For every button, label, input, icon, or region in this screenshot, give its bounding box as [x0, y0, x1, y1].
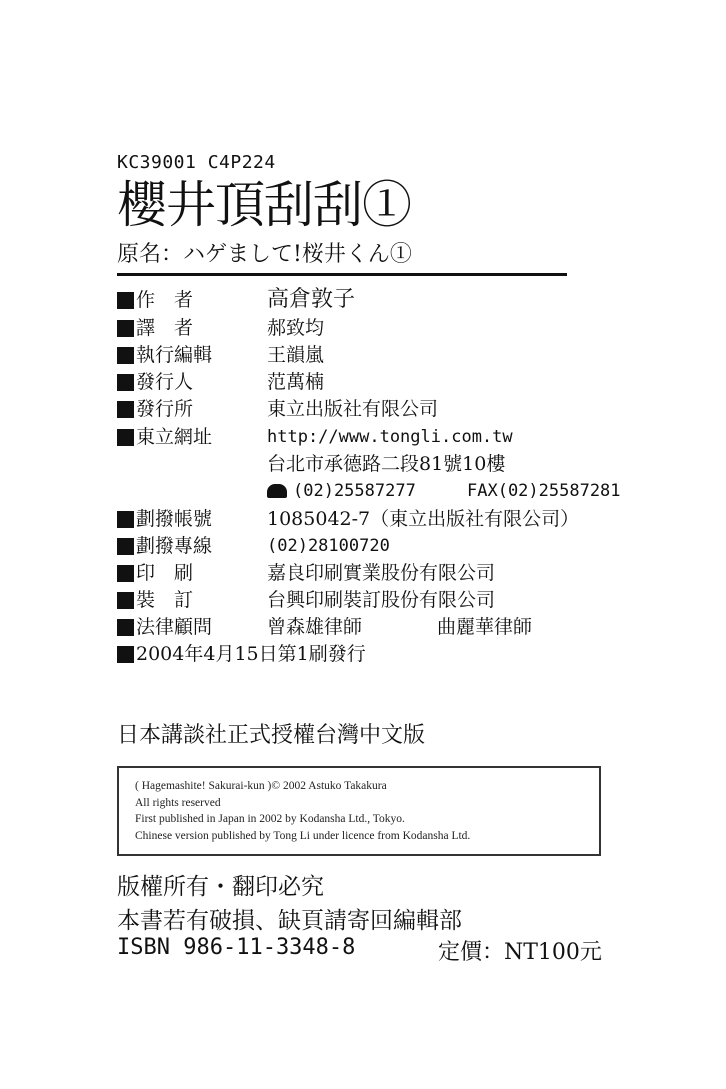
address: 台北市承德路二段81號10樓: [267, 453, 506, 475]
credit-value: 嘉良印刷實業股份有限公司: [267, 562, 496, 584]
credit-value: 郝致均: [267, 317, 325, 339]
credit-account: [117, 507, 677, 531]
credit-publisher: [117, 397, 677, 421]
address-row: [117, 452, 677, 476]
credit-label: 劃撥帳號: [136, 508, 213, 530]
credit-editor: [117, 343, 677, 367]
bullet-square-icon: [117, 320, 134, 337]
credit-legal: [117, 615, 677, 639]
license-title: 日本講談社正式授權台灣中文版: [117, 723, 426, 748]
original-title: 原名：ハゲまして!桜井くん①: [117, 242, 412, 267]
title-rule: [117, 273, 567, 276]
bullet-square-icon: [117, 401, 134, 418]
bullet-square-icon: [117, 592, 134, 609]
bullet-square-icon: [117, 292, 134, 309]
credit-account-line: [117, 534, 677, 558]
price: 定價：NT100元: [438, 940, 602, 965]
bullet-square-icon: [117, 347, 134, 364]
bullet-square-icon: [117, 511, 134, 528]
website-url: http://www.tongli.com.tw: [267, 427, 513, 447]
bullet-square-icon: [117, 538, 134, 555]
credit-author: [117, 288, 677, 312]
credit-value: 王韻嵐: [267, 344, 325, 366]
credit-label: 印 刷: [136, 562, 194, 584]
credit-value: 台興印刷裝訂股份有限公司: [267, 589, 496, 611]
isbn: ISBN 986-11-3348-8: [117, 935, 356, 960]
credit-translator: [117, 316, 677, 340]
book-title: 櫻井頂刮刮①: [117, 176, 411, 234]
damaged-notice: 本書若有破損、缺頁請寄回編輯部: [117, 908, 462, 934]
rights-notice: 版權所有・翻印必究: [117, 874, 324, 900]
copyright-line: All rights reserved: [135, 796, 221, 809]
credit-value-2: 曲麗華律師: [437, 616, 533, 638]
copyright-line: Chinese version published by Tong Li under licence from Kodansha Ltd.: [135, 829, 471, 842]
credit-label: 譯 者: [136, 317, 194, 339]
credit-publisher-person: [117, 370, 677, 394]
phone-number: (02)25587277: [293, 481, 416, 501]
publish-date-row: [117, 642, 677, 666]
credit-label: 裝 訂: [136, 589, 194, 611]
credit-value: 高倉敦子: [267, 287, 356, 312]
bullet-square-icon: [117, 374, 134, 391]
credit-value: (02)28100720: [267, 536, 390, 556]
fax-number: FAX(02)25587281: [467, 481, 621, 501]
credit-value: 1085042-7（東立出版社有限公司）: [267, 508, 580, 530]
bullet-square-icon: [117, 619, 134, 636]
credit-value: 曾森雄律師: [267, 616, 363, 638]
copyright-box: [117, 766, 601, 856]
credit-label: 劃撥專線: [136, 535, 213, 557]
credit-value: 東立出版社有限公司: [267, 398, 439, 420]
credit-label: 發行人: [136, 371, 194, 393]
telephone-icon: [267, 484, 287, 498]
bullet-square-icon: [117, 646, 134, 663]
product-code: KC39001 C4P224: [117, 152, 276, 173]
credit-label: 法律顧問: [136, 616, 213, 638]
bullet-square-icon: [117, 429, 134, 446]
phone-row: [117, 479, 677, 503]
copyright-line: First published in Japan in 2002 by Kodansha Ltd., Tokyo.: [135, 813, 405, 825]
credit-printing: [117, 561, 677, 585]
publish-date: 2004年4月15日第1刷發行: [136, 643, 366, 665]
credit-value: 范萬楠: [267, 371, 325, 393]
bullet-square-icon: [117, 565, 134, 582]
credit-label: 執行編輯: [136, 344, 213, 366]
credit-label: 東立網址: [136, 426, 213, 448]
credit-website: [117, 425, 677, 449]
credit-binding: [117, 588, 677, 612]
credit-label: 作 者: [136, 289, 194, 311]
credit-label: 發行所: [136, 398, 194, 420]
copyright-line: ( Hagemashite! Sakurai-kun )© 2002 Astuko Takakura: [135, 780, 387, 792]
